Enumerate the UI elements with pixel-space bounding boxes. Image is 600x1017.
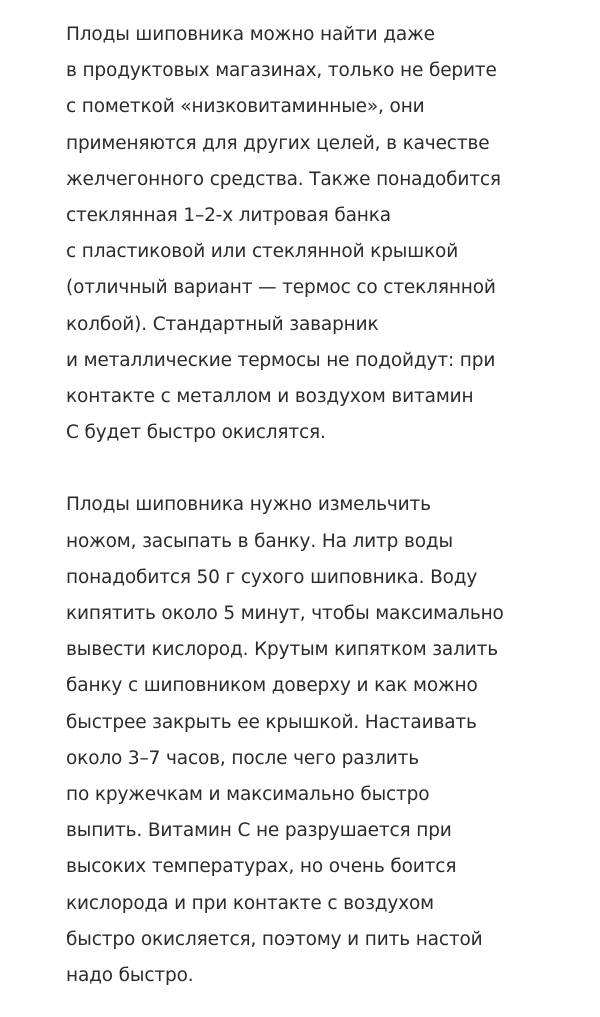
paragraph-rosehip-sources	[66, 17, 536, 451]
text-line: стеклянная 1–2-х литровая банка	[66, 205, 391, 227]
text-line: Плоды шиповника можно найти даже	[66, 24, 435, 45]
text-line: надо быстро.	[66, 965, 194, 987]
text-line: быстро окисляется, поэтому и пить настой	[66, 928, 483, 950]
text-line: кипятить около 5 минут, чтобы максимально	[66, 603, 504, 625]
text-line: контакте с металлом и воздухом витамин	[66, 386, 474, 408]
text-line: в продуктовых магазинах, только не берите	[66, 60, 497, 82]
paragraph-preparation-steps	[66, 487, 536, 994]
text-line: вывести кислород. Крутым кипятком залить	[66, 639, 499, 661]
text-line: С будет быстро окислятся.	[66, 422, 326, 444]
text-line: (отличный вариант — термос со стеклянной	[66, 277, 496, 299]
text-line: высоких температурах, но очень боится	[66, 856, 457, 878]
text-line: кислорода и при контакте с воздухом	[66, 892, 434, 914]
text-line: с пометкой «низковитаминные», они	[66, 96, 425, 118]
text-line: понадобится 50 г сухого шиповника. Воду	[66, 566, 478, 588]
text-line: применяются для других целей, в качестве	[66, 132, 490, 154]
text-line: колбой). Стандартный заварник	[66, 313, 379, 335]
text-line: и металлические термосы не подойдут: при	[66, 349, 496, 371]
text-line: около 3–7 часов, после чего разлить	[66, 747, 420, 769]
text-line: Плоды шиповника нужно измельчить	[66, 494, 431, 516]
text-line: желчегонного средства. Также понадобится	[66, 168, 501, 190]
text-line: быстрее закрыть ее крышкой. Настаивать	[66, 711, 477, 733]
text-line: выпить. Витамин С не разрушается при	[66, 820, 452, 842]
text-line: с пластиковой или стеклянной крышкой	[66, 241, 459, 263]
text-line: ножом, засыпать в банку. На литр воды	[66, 530, 454, 552]
article-body	[66, 17, 536, 994]
text-line: банку с шиповником доверху и как можно	[66, 675, 478, 697]
text-line: по кружечкам и максимально быстро	[66, 784, 430, 806]
